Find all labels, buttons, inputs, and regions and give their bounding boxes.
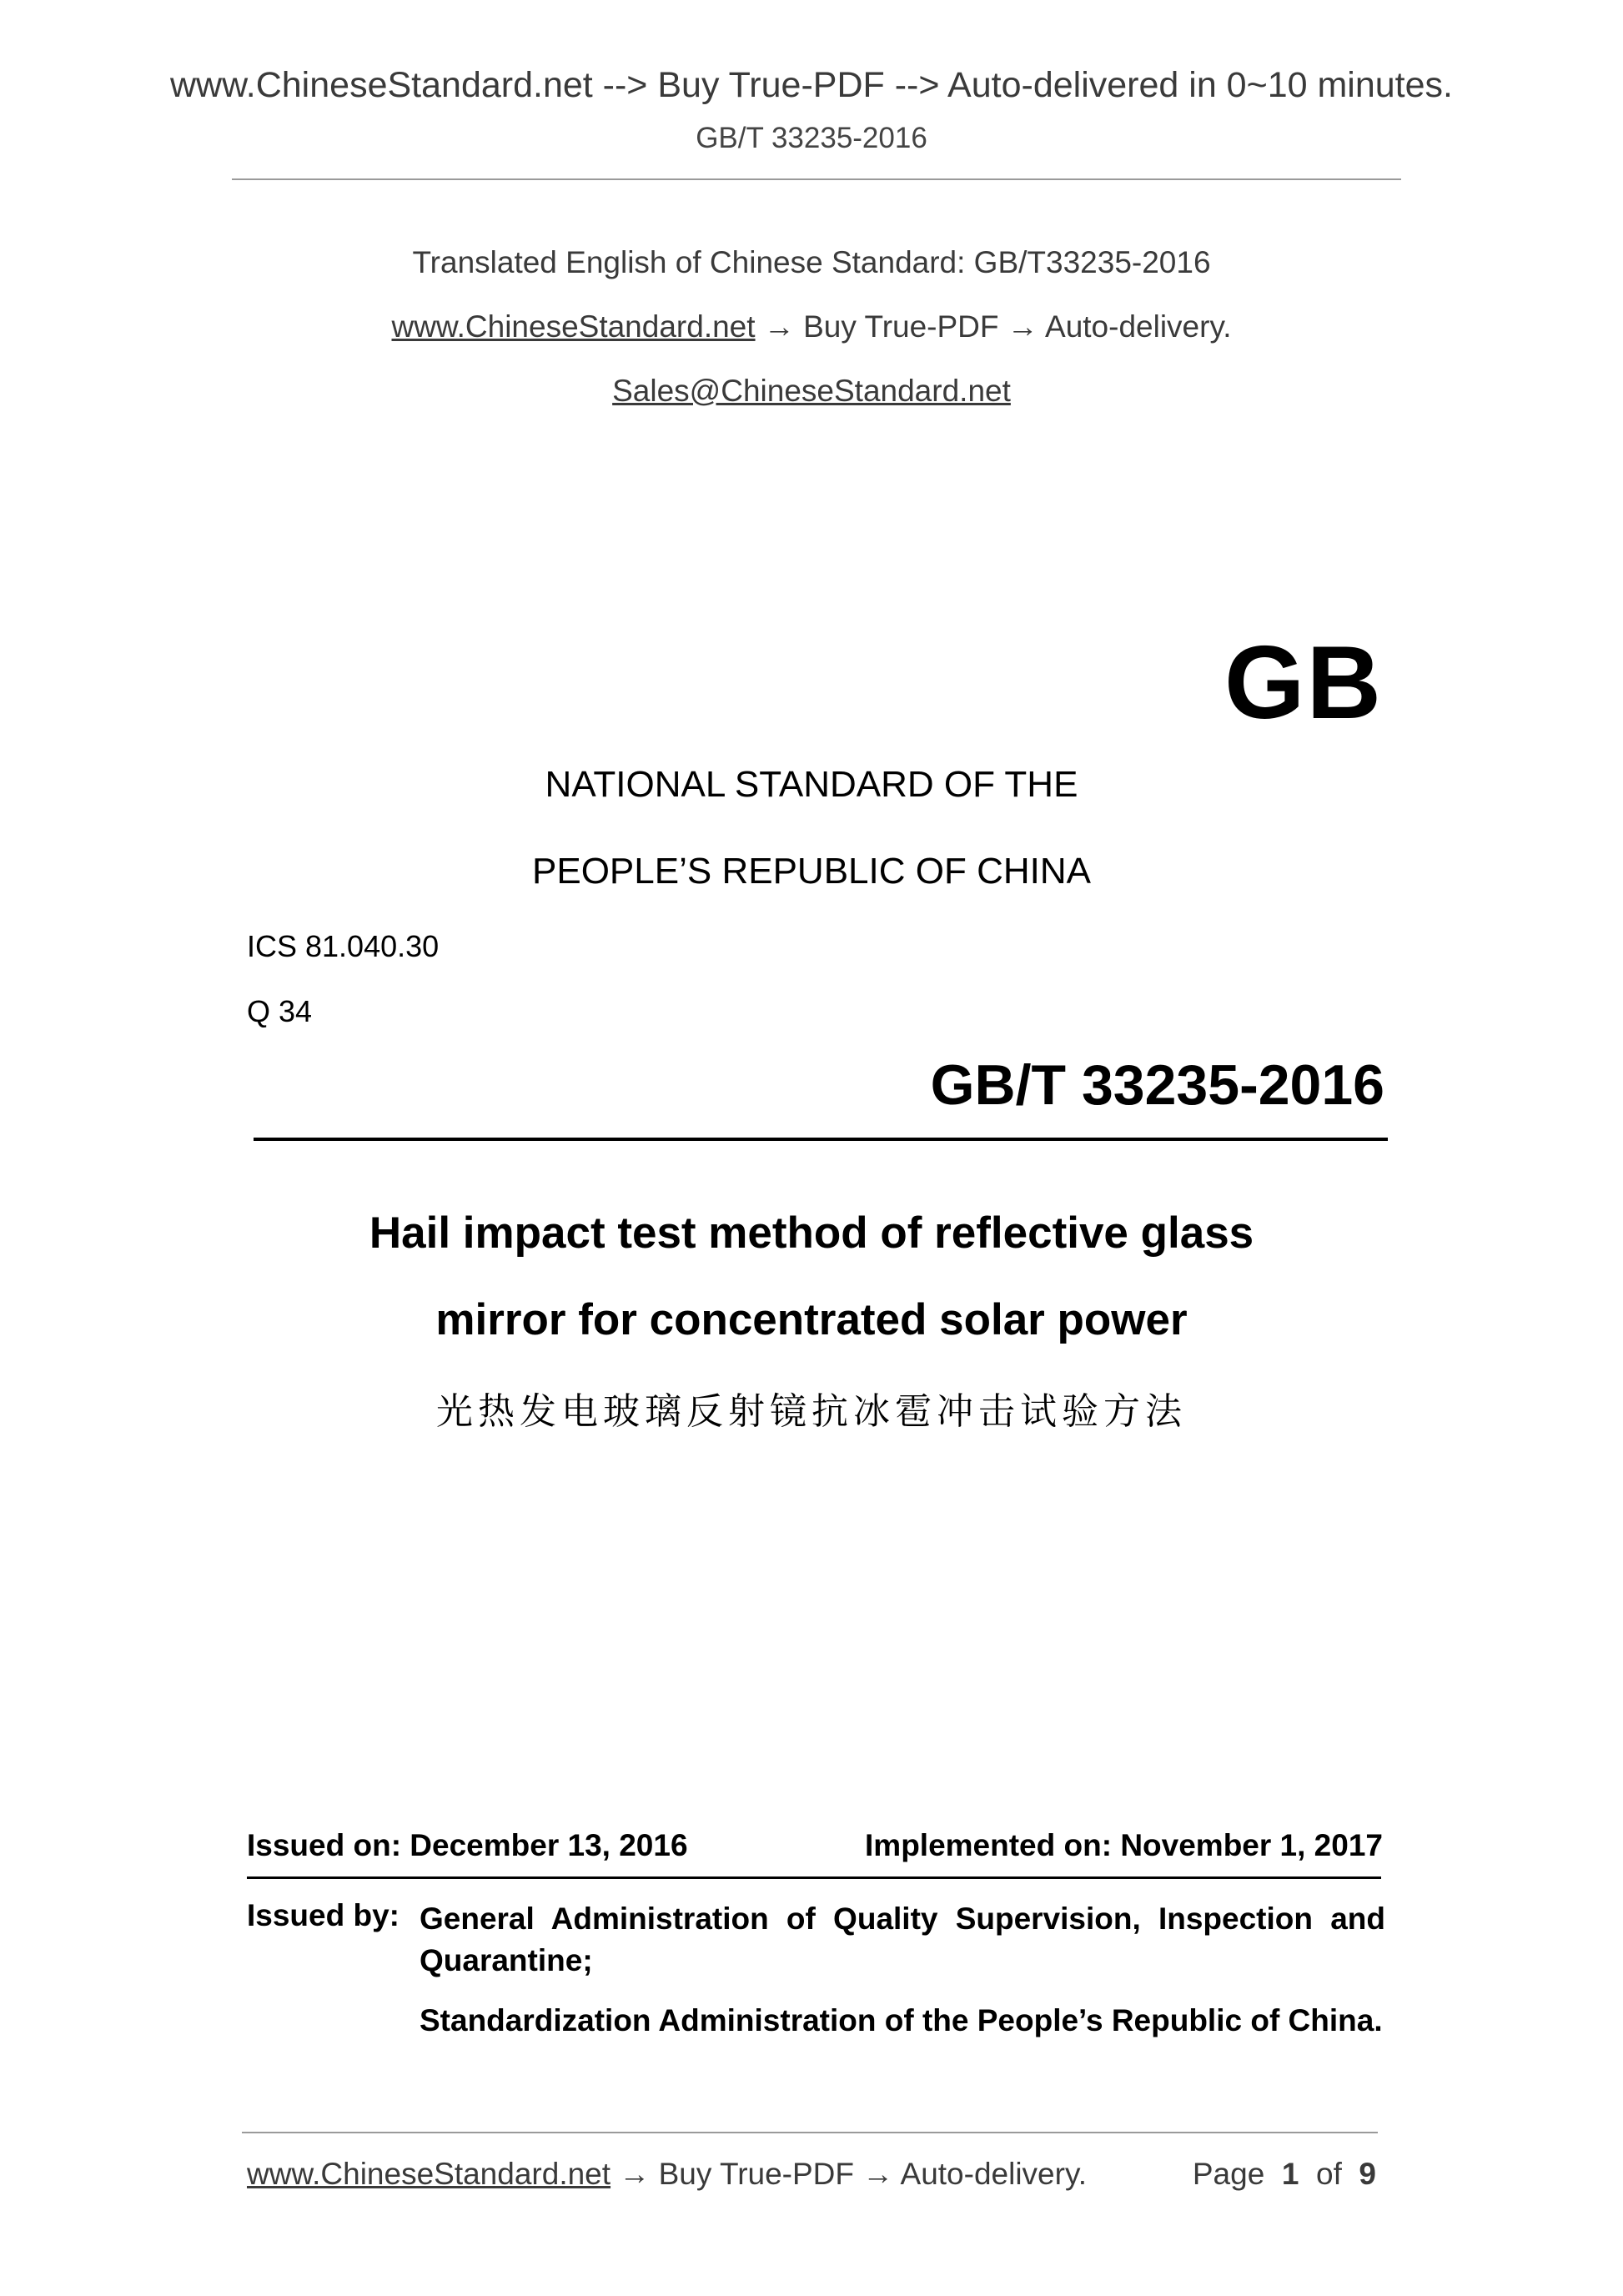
footer-divider	[242, 2132, 1378, 2133]
header-divider	[232, 178, 1401, 180]
title-chinese: 光热发电玻璃反射镜抗冰雹冲击试验方法	[436, 1390, 1187, 1433]
site-link-suffix: → Buy True-PDF → Auto-delivery.	[755, 309, 1232, 344]
implemented-on-date: Implemented on: November 1, 2017	[865, 1828, 1383, 1862]
footer-link-line	[247, 2157, 1087, 2192]
issuer-2: Standardization Administration of the People’s Republic of China.	[420, 2003, 1383, 2037]
page-indicator	[1193, 2157, 1376, 2192]
header-banner: www.ChineseStandard.net --> Buy True-PDF --> Auto-delivered in 0~10 minutes.	[169, 65, 1453, 105]
page-label: Page	[1192, 2157, 1265, 2191]
title-english-line-1: Hail impact test method of reflective glass	[369, 1208, 1254, 1258]
site-link[interactable]: www.ChineseStandard.net	[391, 309, 756, 344]
title-english-line-2: mirror for concentrated solar power	[435, 1295, 1188, 1344]
translation-title: Translated English of Chinese Standard: GB/T33235-2016	[412, 245, 1211, 279]
issued-on-date: Issued on: December 13, 2016	[247, 1828, 688, 1862]
footer-site-link[interactable]: www.ChineseStandard.net	[247, 2157, 611, 2191]
issued-by-label: Issued by:	[247, 1898, 399, 1932]
translation-link-line	[0, 309, 1623, 344]
page-of: of	[1316, 2157, 1342, 2191]
title-divider	[254, 1138, 1388, 1141]
header-standard-code: GB/T 33235-2016	[696, 122, 927, 154]
standard-code: GB/T 33235-2016	[930, 1053, 1384, 1117]
issuer-block	[420, 1898, 1385, 2042]
dates-divider	[247, 1876, 1381, 1879]
page-current: 1	[1281, 2157, 1299, 2191]
sales-line	[0, 374, 1623, 409]
national-standard-line-1: NATIONAL STANDARD OF THE	[545, 764, 1078, 805]
ccs-code: Q 34	[247, 994, 313, 1028]
national-standard-line-2: PEOPLE’S REPUBLIC OF CHINA	[532, 851, 1091, 892]
sales-email-link[interactable]: Sales@ChineseStandard.net	[612, 374, 1011, 408]
footer-site-suffix: → Buy True-PDF → Auto-delivery.	[611, 2157, 1087, 2191]
page-total: 9	[1359, 2157, 1376, 2191]
gb-mark: GB	[1224, 625, 1383, 741]
ics-code: ICS 81.040.30	[247, 929, 440, 963]
issuer-1: General Administration of Quality Supervision, Inspection and Quarantine;	[420, 1902, 1385, 1977]
